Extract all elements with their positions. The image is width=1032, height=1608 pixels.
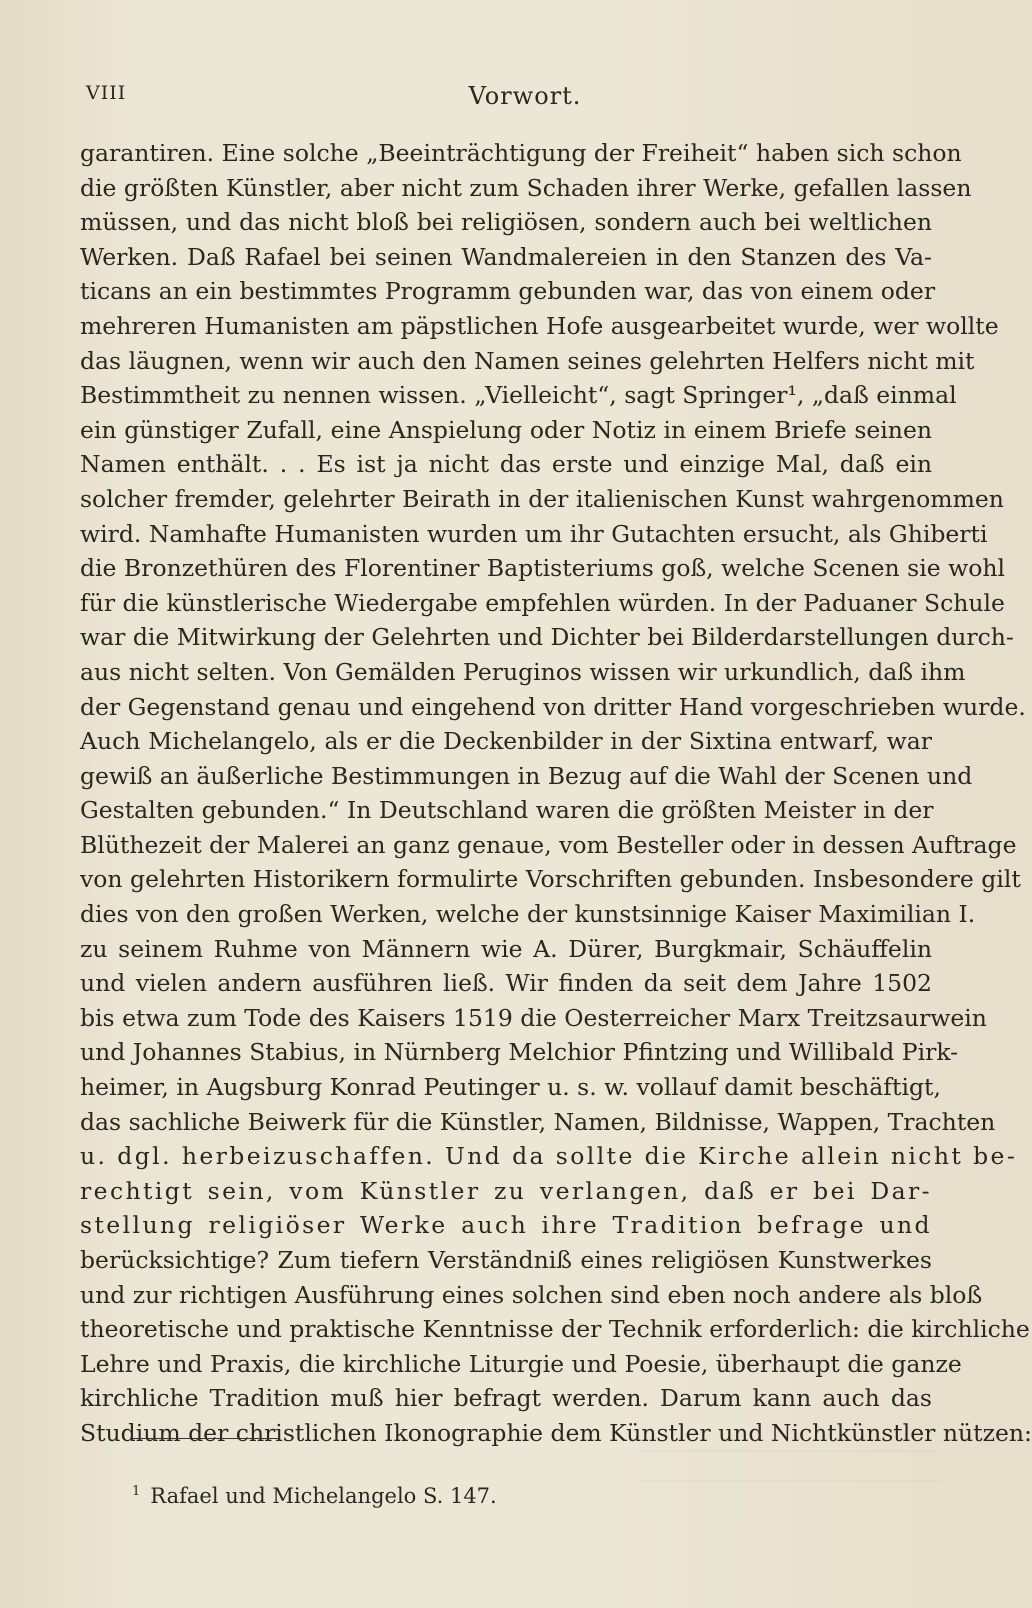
text-line: Namen enthält. . . Es ist ja nicht das erste und einzige Mal, daß ein — [80, 450, 932, 479]
text-line: und Johannes Stabius, in Nürnberg Melchior Pfintzing und Willibald Pirk- — [80, 1038, 959, 1067]
text-line: die Bronzethüren des Florentiner Baptisteriums goß, welche Scenen sie wohl — [80, 554, 1006, 583]
text-line: gewiß an äußerliche Bestimmungen in Bezug auf die Wahl der Scenen und — [80, 761, 973, 790]
text-line: wird. Namhafte Humanisten wurden um ihr Gutachten ersucht, als Ghiberti — [80, 519, 988, 548]
text-line: die größten Künstler, aber nicht zum Schaden ihrer Werke, gefallen lassen — [80, 173, 972, 202]
text-line: Werken. Daß Rafael bei seinen Wandmalereien in den Stanzen des Va- — [80, 242, 932, 271]
text-line: berücksichtige? Zum tiefern Verständniß eines religiösen Kunstwerkes — [80, 1246, 932, 1274]
text-line: für die künstlerische Wiedergabe empfehlen würden. In der Paduaner Schule — [80, 588, 1005, 617]
text-line: ein günstiger Zufall, eine Anspielung oder Notiz in einem Briefe seinen — [80, 415, 932, 444]
text-line: rechtigt sein, vom Künstler zu verlangen, daß er bei Dar- — [80, 1176, 932, 1205]
text-line: ticans an ein bestimmtes Programm gebunden war, das von einem oder — [80, 277, 936, 306]
text-line: kirchliche Tradition muß hier befragt werden. Darum kann auch das — [80, 1384, 932, 1413]
running-title: Vorwort. — [468, 82, 582, 110]
text-line: aus nicht selten. Von Gemälden Peruginos wissen wir urkundlich, daß ihm — [80, 657, 966, 686]
text-line: heimer, in Augsburg Konrad Peutinger u. s. w. vollauf damit beschäftigt, — [80, 1073, 941, 1102]
text-line: müssen, und das nicht bloß bei religiösen, sondern auch bei weltlichen — [80, 208, 932, 237]
text-line: solcher fremder, gelehrter Beirath in der italienischen Kunst wahrgenommen — [80, 484, 1004, 513]
text-line: von gelehrten Historikern formulirte Vorschriften gebunden. Insbesondere gilt — [80, 865, 1021, 894]
text-line: mehreren Humanisten am päpstlichen Hofe ausgearbeitet wurde, wer wollte — [80, 311, 999, 340]
page-header — [80, 82, 930, 118]
text-line: das läugnen, wenn wir auch den Namen seines gelehrten Helfers nicht mit — [80, 346, 975, 375]
text-line: Auch Michelangelo, als er die Deckenbilder in der Sixtina entwarf, war — [80, 727, 932, 756]
text-line: bis etwa zum Tode des Kaisers 1519 die Oesterreicher Marx Treitzsaurwein — [80, 1003, 987, 1032]
page-number: VIII — [86, 82, 127, 104]
text-line: Gestalten gebunden.“ In Deutschland waren die größten Meister in der — [80, 796, 934, 825]
text-line: war die Mitwirkung der Gelehrten und Dichter bei Bilderdarstellungen durch- — [80, 623, 1014, 652]
text-line: dies von den großen Werken, welche der kunstsinnige Kaiser Maximilian I. — [80, 900, 976, 929]
body-text — [80, 136, 1032, 1451]
text-line: stellung religiöser Werke auch ihre Tradition befrage und — [80, 1211, 932, 1240]
text-line: theoretische und praktische Kenntnisse der Technik erforderlich: die kirchliche — [80, 1315, 1030, 1344]
footnote-marker: 1 — [132, 1484, 141, 1499]
text-line: Bestimmtheit zu nennen wissen. „Vielleicht“, sagt Springer¹, „daß einmal — [80, 381, 957, 410]
text-line: u. dgl. herbeizuschaffen. Und da sollte die Kirche allein nicht be- — [80, 1142, 1018, 1171]
show-through-ink — [640, 1450, 940, 1510]
footnote — [132, 1484, 497, 1508]
footnote-text: Rafael und Michelangelo S. 147. — [150, 1484, 497, 1508]
text-line: und vielen andern ausführen ließ. Wir finden da seit dem Jahre 1502 — [80, 969, 932, 998]
text-line: zu seinem Ruhme von Männern wie A. Dürer, Burgkmair, Schäuffelin — [80, 934, 932, 963]
text-line: Blüthezeit der Malerei an ganz genaue, vom Besteller oder in dessen Auftrage — [80, 830, 1017, 859]
footnote-divider — [132, 1438, 280, 1439]
text-line: und zur richtigen Ausführung eines solchen sind eben noch andere als bloß — [80, 1280, 983, 1309]
text-line: garantiren. Eine solche „Beeinträchtigung der Freiheit“ haben sich schon — [80, 139, 962, 167]
text-line: Lehre und Praxis, die kirchliche Liturgie und Poesie, überhaupt die ganze — [80, 1349, 962, 1378]
text-line: Studium der christlichen Ikonographie dem Künstler und Nichtkünstler nützen: — [80, 1418, 1032, 1447]
text-line: der Gegenstand genau und eingehend von dritter Hand vorgeschrieben wurde. — [80, 692, 1026, 721]
text-line: das sachliche Beiwerk für die Künstler, Namen, Bildnisse, Wappen, Trachten — [80, 1107, 996, 1136]
